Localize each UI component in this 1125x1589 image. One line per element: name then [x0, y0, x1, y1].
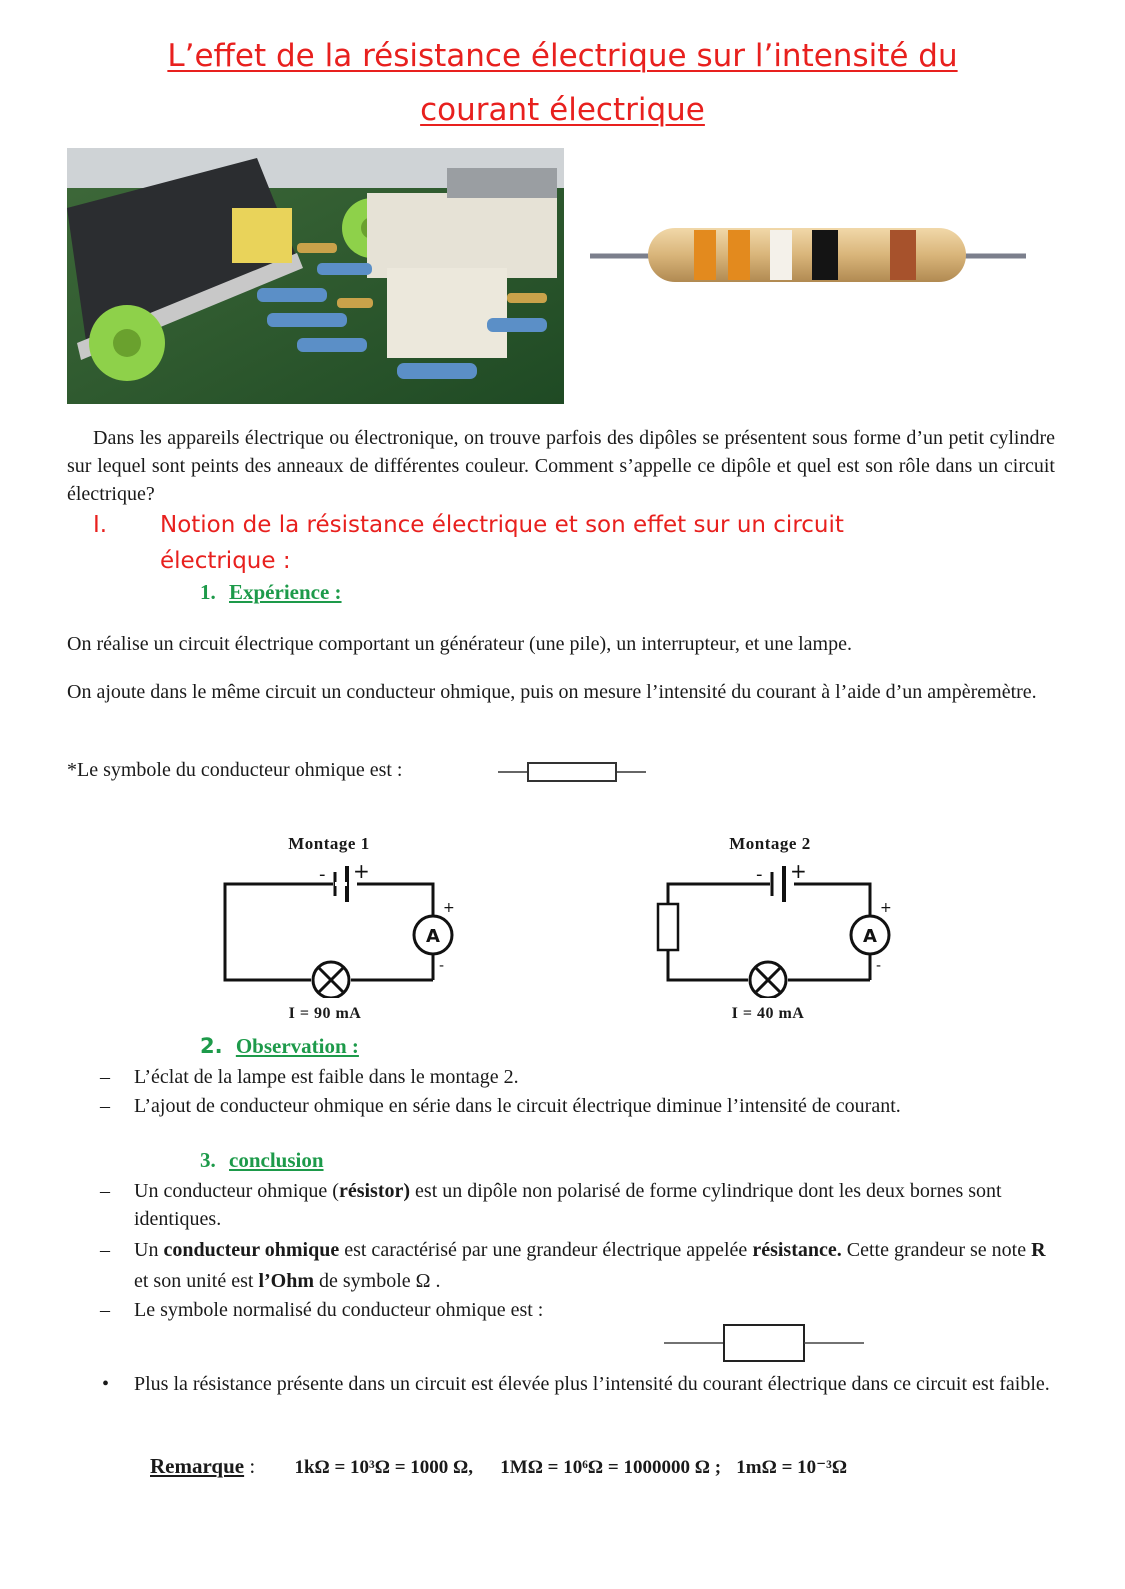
montage-2-title: Montage 2 [729, 834, 811, 853]
observation-item-1: – L’éclat de la lampe est faible dans le montage 2. [100, 1063, 1060, 1091]
montage-1-plus: + [353, 859, 370, 883]
conclusion-item-2-f: R [1031, 1239, 1046, 1261]
observation-heading [200, 1034, 359, 1059]
montage-1-ammeter-minus: - [439, 958, 445, 974]
montage-2-minus: - [756, 864, 763, 885]
remarque [150, 1454, 847, 1479]
montage-2-circuit [652, 858, 902, 998]
montage-2-ammeter [851, 916, 889, 954]
montage-1-lamp [313, 962, 349, 998]
conclusion-item-2-d: résistance. [752, 1239, 842, 1261]
montage-1-minus: - [319, 864, 326, 885]
montage-1-ammeter-plus: + [443, 900, 455, 916]
observation-heading-text: Observation : [235, 1034, 359, 1058]
experience-heading [200, 580, 342, 605]
conclusion-item-1-b: résistor) [338, 1180, 411, 1202]
montage-2-ammeter-label: A [863, 926, 877, 947]
conclusion-item-3: – Le symbole normalisé du conducteur ohmique est : [100, 1296, 1060, 1324]
montage-1-circuit [215, 858, 465, 998]
conclusion-heading-text: conclusion [229, 1148, 324, 1172]
intro-paragraph: Dans les appareils électrique ou électronique, on trouve parfois des dipôles se présentent sous forme d’un petit cylindre sur lequel sont peints des anneaux de différentes couleur. Comment s’appelle ce dipôle et quel est son rôle dans un circuit électrique? [67, 427, 1055, 505]
montage-1-ammeter [414, 916, 452, 954]
section-1-title-line2: électrique : [160, 548, 291, 574]
remarque-label: Remarque [150, 1454, 245, 1478]
conclusion-item-3-text: Le symbole normalisé du conducteur ohmique est : [134, 1299, 544, 1321]
section-1-number: I. [93, 512, 108, 538]
montage-2-ammeter-minus: - [876, 958, 882, 974]
experience-paragraph-2: On ajoute dans le même circuit un conducteur ohmique, puis on mesure l’intensité du courant à l’aide d’un ampèremètre. [67, 681, 1037, 703]
page-title-line2: courant électrique [420, 92, 705, 128]
remarque-formula-1: 1kΩ = 10³Ω = 1000 Ω, [294, 1457, 474, 1478]
experience-heading-text: Expérience : [229, 580, 342, 604]
remarque-colon: : [244, 1454, 256, 1478]
resistor-symbol-normalized [664, 1323, 866, 1367]
circuit-board-photo [67, 148, 564, 404]
conclusion-item-2-i: de symbole Ω . [314, 1270, 441, 1292]
remarque-formula-2: 1MΩ = 10⁶Ω = 1000000 Ω ; [500, 1457, 722, 1478]
resistor-symbol-small [498, 760, 648, 784]
conclusion-item-2-b: conducteur ohmique [163, 1239, 340, 1261]
montage-2-lamp [750, 962, 786, 998]
montage-1-title: Montage 1 [288, 834, 370, 853]
resistor-photo [590, 222, 1026, 288]
montage-1-ammeter-label: A [426, 926, 440, 947]
conclusion-item-2-g: et son unité est [134, 1270, 259, 1292]
conclusion-item-2-c: est caractérisé par une grandeur électrique appelée [339, 1239, 753, 1261]
conclusion-number: 3. [200, 1148, 216, 1172]
conclusion-item-2-a: Un [134, 1239, 164, 1261]
symbol-sentence: *Le symbole du conducteur ohmique est : [67, 759, 403, 781]
conclusion-item-1-a: Un conducteur ohmique ( [134, 1180, 339, 1202]
page-title-line1: L’effet de la résistance électrique sur l’intensité du [167, 38, 958, 74]
conclusion-item-1: – Un conducteur ohmique (résistor) est un dipôle non polarisé de forme cylindrique dont les deux bornes sont identiques. [100, 1180, 1002, 1230]
montage-2-current: I = 40 mA [731, 1005, 805, 1022]
conclusion-item-1-c: est un dipôle non polarisé de forme cylindrique dont les deux bornes sont identiques. [134, 1180, 1002, 1230]
observation-number: 2. [200, 1034, 223, 1058]
conclusion-bullet: • Plus la résistance présente dans un circuit est élevée plus l’intensité du courant électrique dans ce circuit est faible. [100, 1370, 1060, 1398]
observation-item-2-text: L’ajout de conducteur ohmique en série dans le circuit électrique diminue l’intensité de courant. [134, 1095, 901, 1117]
montage-1-current: I = 90 mA [288, 1005, 362, 1022]
experience-number: 1. [200, 580, 216, 604]
montage-2-resistor [658, 904, 678, 950]
conclusion-heading [200, 1148, 324, 1173]
montage-2-plus: + [790, 859, 807, 883]
remarque-formula-3: 1mΩ = 10⁻³Ω [736, 1457, 848, 1478]
montage-2-ammeter-plus: + [880, 900, 892, 916]
observation-item-2: – L’ajout de conducteur ohmique en série dans le circuit électrique diminue l’intensité de courant. [100, 1092, 990, 1120]
observation-item-1-text: L’éclat de la lampe est faible dans le montage 2. [134, 1066, 519, 1088]
section-1-title-line1: Notion de la résistance électrique et son effet sur un circuit [160, 512, 844, 538]
experience-paragraph-1: On réalise un circuit électrique comportant un générateur (une pile), un interrupteur, et une lampe. [67, 633, 852, 655]
conclusion-item-2-h: l’Ohm [258, 1270, 314, 1292]
conclusion-item-2-e: Cette grandeur se note [841, 1239, 1032, 1261]
conclusion-item-2: – Un conducteur ohmique est caractérisé par une grandeur électrique appelée résistance. Cette grandeur se note R et son unité est l’Ohm de symbole Ω . [100, 1239, 1046, 1292]
conclusion-bullet-text: Plus la résistance présente dans un circuit est élevée plus l’intensité du courant électrique dans ce circuit est faible. [134, 1373, 1050, 1395]
